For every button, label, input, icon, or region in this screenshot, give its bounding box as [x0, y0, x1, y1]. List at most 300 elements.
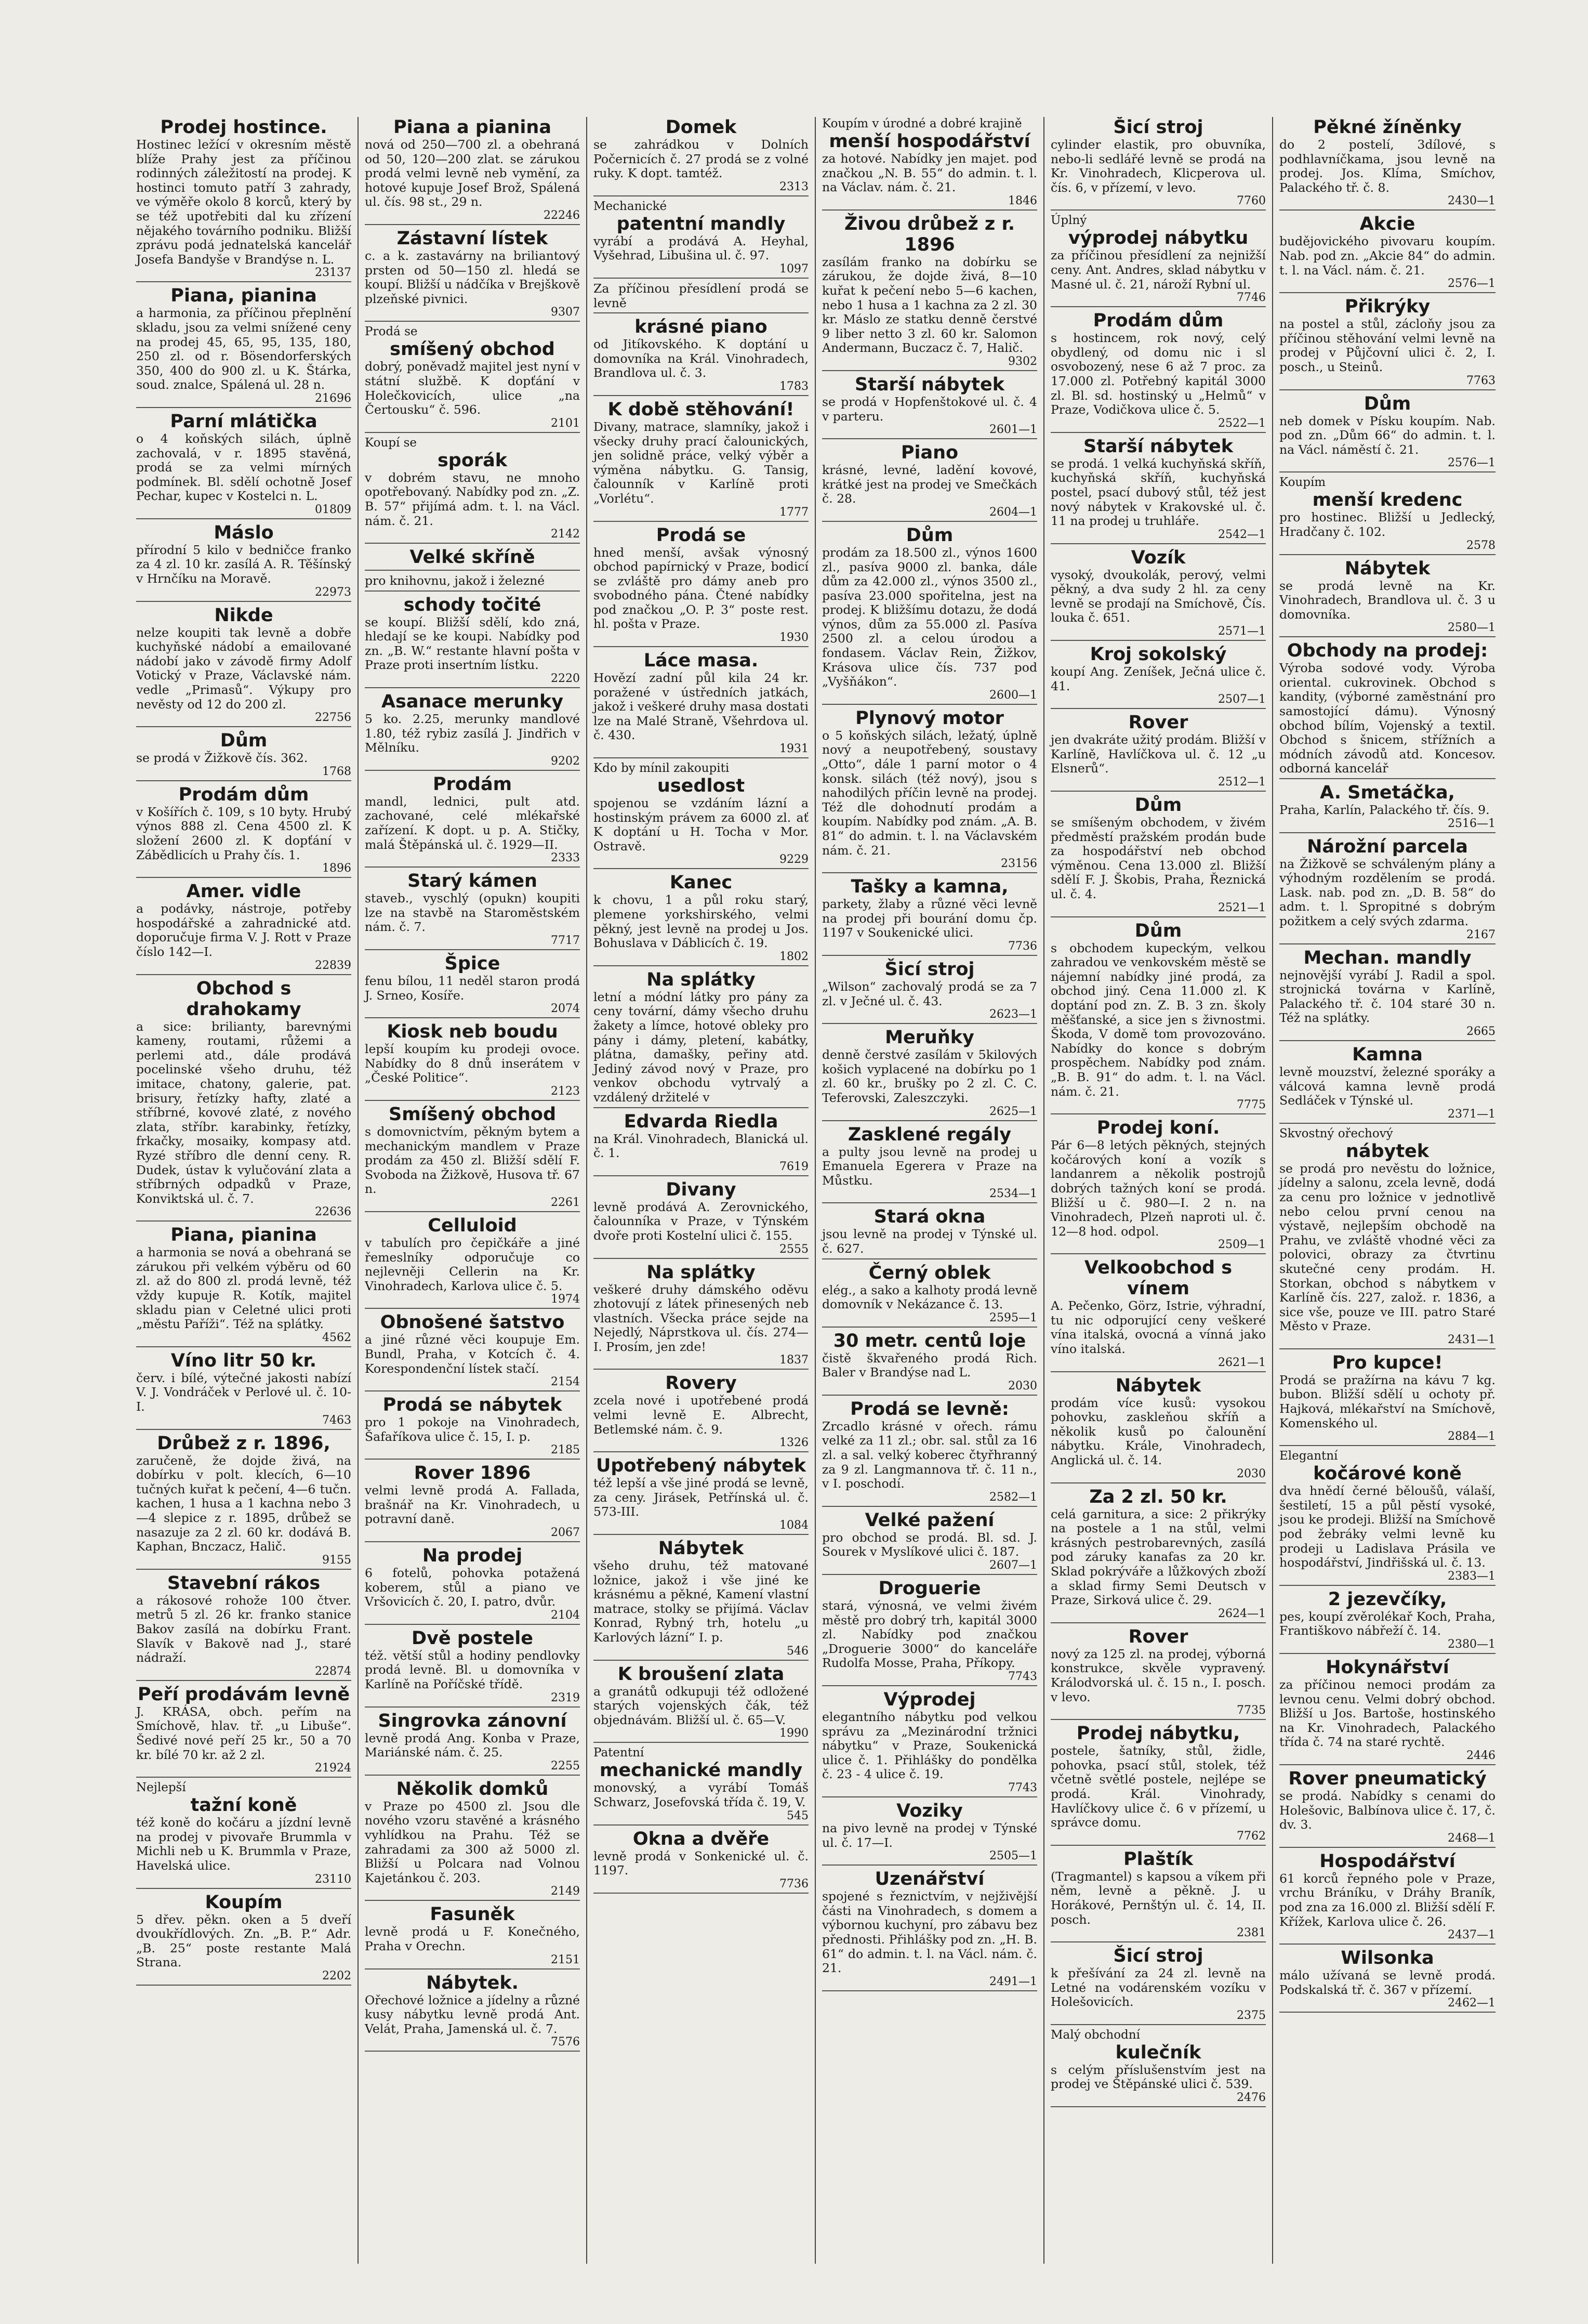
- ad-reference-number: 1326: [779, 1436, 809, 1450]
- ad-headline: Pěkné žíněnky: [1313, 117, 1462, 138]
- ad-reference-number: 2601—1: [989, 423, 1037, 437]
- ad-reference-number: 2437—1: [1448, 1928, 1496, 1942]
- ad-headline: Vozík: [1131, 547, 1186, 568]
- ad-reference-number: 2512—1: [1218, 776, 1266, 789]
- ad-body: v Košířích č. 109, s 10 byty. Hrubý výnos 888 zl. Cena 4500 zl. K složení 2600 zl. K dopťání v Zábědlicích u Prahy čís. 1.: [136, 804, 351, 862]
- ad-prefix: Elegantní: [1279, 1449, 1338, 1463]
- ad-reference-number: 2576—1: [1448, 456, 1496, 470]
- ad-body: 61 korců řepného pole v Praze, vrchu Bráníku, v Dráhy Braník, pod zna za 16.000 zl. Bližší sdělí F. Křížek, Karlova ulice č. 26.: [1279, 1871, 1496, 1929]
- ad-body: Zrcadlo krásné v ořech. rámu velké za 11 zl.; obr. sal. stůl za 16 zl. a sal. velký koberec čtyřhranný za 9 zl. Langmannova tř. č. 11 n., v I. poschodí.: [822, 1419, 1037, 1491]
- ad-reference-number: 2067: [551, 1526, 580, 1540]
- ad-headline: usedlost: [657, 776, 745, 797]
- ad-body: jsou levně na prodej v Týnské ul. č. 627.: [822, 1227, 1037, 1256]
- ad-body: pro 1 pokoje na Vinohradech, Šafaříkova ulice č. 15, I. p.: [365, 1415, 580, 1444]
- ad-headline: Rover pneumatický: [1288, 1768, 1487, 1789]
- ad-headline: Nábytek: [1344, 558, 1431, 579]
- ad-headline: Piana, pianina: [170, 285, 317, 307]
- ad-headline: patentní mandly: [616, 213, 786, 234]
- ad-body: hned menší, avšak výnosný obchod papírnický v Praze, bodicí se zvláště pro dámy aneb pro svobodného pána. Čtené nabídky pod značkou „O. P. 3“ poste rest. hl. pošta v Praze.: [593, 545, 809, 632]
- ad-headline: Za 2 zl. 50 kr.: [1089, 1486, 1227, 1507]
- classified-ad: [1051, 117, 1266, 211]
- ad-body: se smíšeným obchodem, v živém předměstí pražském prodán bude za hospodářství neb obchod výměnou. Cena 13.000 zl. Bližší sdělí F. J. Škobis, Praha, Řeznická ul. č. 4.: [1051, 815, 1266, 901]
- ad-reference-number: 1846: [1008, 194, 1037, 207]
- ad-reference-number: 2491—1: [989, 1975, 1037, 1988]
- ad-headline: Dům: [1134, 920, 1182, 941]
- ad-body: staveb., vyschlý (opukn) koupiti lze na stavbě na Staroměstském nám. č. 7.: [365, 891, 580, 935]
- ad-headline: Amer. vidle: [186, 881, 301, 902]
- ad-reference-number: 9307: [551, 306, 580, 319]
- ad-headline: Voziky: [896, 1800, 963, 1821]
- ad-reference-number: 2333: [551, 851, 580, 865]
- ad-body: v tabulích pro čepičkáře a jiné řemeslníky odporučuje co nejlevněji Cellerin na Kr. Vinohradech, Karlova ulice č. 5.: [365, 1235, 580, 1293]
- classified-ad: [365, 547, 580, 571]
- ad-body: velmi levně prodá A. Fallada, brašnář na Kr. Vinohradech, u potravní daně.: [365, 1483, 580, 1527]
- ad-body: od Jitíkovského. K doptání u domovníka na Král. Vinohradech, Brandlova ul. č. 3.: [593, 337, 809, 380]
- ad-body: parkety, žlaby a různé věci levně na prodej při bourání domu čp. 1197 v Soukenické ulici.: [822, 897, 1037, 940]
- ad-reference-number: 22874: [315, 1664, 351, 1678]
- ad-body: červ. i bílé, výtečné jakosti nabízí V. J. Vondráček v Perlové ul. č. 10-I.: [136, 1370, 351, 1414]
- ad-headline: Velké skříně: [409, 547, 535, 568]
- ad-body: se prodá pro nevěstu do ložnice, jídelny a salonu, zcela levně, dodá za cenu pro ložnice v jednotlivě nebo celou první cenou na výstavě, nejlepším obchodě na Prahu, ve zvláště vhodné věci za polovici, obrazy za čtvrtinu skutečné ceny prodám. H. Storkan, obchod s nábytkem v Karlíně čís. 227, založ. r. 1836, a sice vše, pouze ve III. patro Staré Město v Praze.: [1279, 1161, 1496, 1334]
- ad-reference-number: 2522—1: [1218, 416, 1266, 430]
- ad-reference-number: 2446: [1466, 1749, 1496, 1762]
- ad-body: (Tragmantel) s kapsou a víkem při něm, levně a pěkně. J. u Horákové, Pernštýn ul. č. 14, II. posch.: [1051, 1869, 1266, 1927]
- ad-body: o 5 koňských silách, ležatý, úplně nový a neupotřebený, soustavy „Otto“, dále 1 parní motor o 4 konsk. silách (též nový), jsou s nahodilých příčin levně na prodej. Též dle dohodnutí prodám a koupím. Nabídky pod znám. „A. B. 81“ do admin. t. l. na Václavském nám. č. 21.: [822, 728, 1037, 858]
- classified-ad: [136, 522, 351, 602]
- classified-ad: [822, 1689, 1037, 1797]
- classified-ad: [365, 1463, 580, 1542]
- ad-reference-number: 9302: [1008, 354, 1037, 368]
- ad-reference-number: 2167: [1466, 928, 1496, 941]
- ad-body: s celým příslušenstvím jest na prodej ve Štěpánské ulici č. 539.: [1051, 2062, 1266, 2092]
- ad-body: o 4 koňských silách, úplně zachovalá, v r. 1895 stavěná, prodá se za velmi mírných podmínek. Bl. sdělí ochotně Josef Pechar, kupec v Kostelci n. L.: [136, 431, 351, 504]
- ad-headline: Kamna: [1352, 1044, 1423, 1065]
- classified-ad: [1279, 836, 1496, 944]
- ad-reference-number: 7736: [1008, 939, 1037, 953]
- classified-ad: [365, 1711, 580, 1776]
- ad-reference-number: 1896: [322, 862, 351, 875]
- ad-column: [359, 117, 587, 2264]
- ad-reference-number: 2104: [551, 1608, 580, 1622]
- classified-ad: [822, 1801, 1037, 1866]
- classified-ad: [593, 650, 809, 758]
- ad-reference-number: 23110: [315, 1872, 351, 1886]
- ad-reference-number: 2624—1: [1218, 1607, 1266, 1620]
- ad-body: se prodá levně na Kr. Vinohradech, Brandlova ul. č. 3 u domovníka.: [1279, 578, 1496, 622]
- classified-ad: [136, 285, 351, 408]
- ad-headline: Rovery: [665, 1373, 737, 1394]
- ad-body: koupí Ang. Zeníšek, Ječná ulice č. 41.: [1051, 664, 1266, 693]
- ad-body: a harmonia, za příčinou přeplnění skladu, jsou za velmi snížené ceny na prodej 45, 65, 95, 135, 180, 250 zl. od r. Bösendorferských 350, 400 do 900 zl. u K. Štárka, soud. znalce, Spálená ul. 28 n.: [136, 306, 351, 392]
- classified-ad: [822, 117, 1037, 211]
- ad-body: Divany, matrace, slamníky, jakož i všecky druhy prací čalounických, jen solidně práce, velký výběr a výměna nábytku. G. Tansig, čalounník v Karlíně proti „Vorlétu“.: [593, 419, 809, 506]
- classified-ad: [365, 774, 580, 868]
- ad-reference-number: 2383—1: [1448, 1569, 1496, 1583]
- ad-headline: Několik domků: [396, 1778, 549, 1800]
- ad-headline: nábytek: [1345, 1140, 1430, 1162]
- ad-reference-number: 2185: [551, 1443, 580, 1457]
- ad-headline: Přikrýky: [1344, 296, 1431, 318]
- ad-headline: Na prodej: [422, 1545, 523, 1567]
- classified-ad: [1279, 1353, 1496, 1446]
- ad-headline: Velké pažení: [865, 1509, 995, 1531]
- classified-ad: [1051, 712, 1266, 792]
- classified-ad: [593, 872, 809, 966]
- classified-ad: [822, 1027, 1037, 1121]
- ad-reference-number: 23156: [1001, 857, 1037, 871]
- classified-ad: [1051, 436, 1266, 544]
- ad-reference-number: 2074: [551, 1002, 580, 1016]
- ad-headline: Šicí stroj: [1113, 117, 1203, 138]
- ad-headline: Kroj sokolský: [1090, 644, 1227, 665]
- ad-prefix: Prodá se: [365, 325, 418, 339]
- classified-ad: [1279, 296, 1496, 390]
- classified-ad: [1279, 1851, 1496, 1945]
- ad-reference-number: 21924: [315, 1762, 351, 1775]
- ad-reference-number: 7736: [779, 1877, 809, 1890]
- classified-ad: [593, 399, 809, 522]
- ad-body: 5 dřev. pěkn. oken a 5 dveří dvoukřídlových. Zn. „B. P.“ Adr. „B. 25“ poste restante Malá Strana.: [136, 1912, 351, 1970]
- ad-column: [816, 117, 1044, 2264]
- ad-body: postele, šatníky, stůl, židle, pohovka, psací stůl, stolek, též včetně světlé postele, nejlépe se prodá. Král. Vinohrady, Havlíčkovy ulice č. 6 v přízemí, u správce domu.: [1051, 1743, 1266, 1830]
- ad-body: J. KRÁSA, obch. peřím na Smíchově, hlav. tř. „u Libuše“. Šedivé nové peří 25 kr., 50 a 70 kr. bílé 70 kr. až 2 zl.: [136, 1704, 351, 1762]
- ad-reference-number: 2507—1: [1218, 693, 1266, 706]
- classified-ad: [1279, 393, 1496, 473]
- ad-reference-number: 2623—1: [989, 1008, 1037, 1021]
- ad-column: [587, 117, 816, 2264]
- ad-body: krásné, levné, ladění kovové, krátké jest na prodej ve Smečkách č. 28.: [822, 463, 1037, 506]
- ad-headline: Špice: [444, 953, 500, 974]
- ad-headline: kočárové koně: [1313, 1463, 1462, 1485]
- classified-ad: [822, 1206, 1037, 1259]
- classified-ad: [1279, 1768, 1496, 1848]
- classified-ad: [1279, 558, 1496, 638]
- ad-headline: Kanec: [669, 872, 733, 894]
- classified-ad: [822, 374, 1037, 439]
- classified-ad: [822, 1263, 1037, 1328]
- ad-headline: Dvě postele: [412, 1627, 533, 1649]
- ad-body: pes, koupí zvěrolékař Koch, Praha, Františkovo nábřeží č. 14.: [1279, 1609, 1496, 1638]
- classified-ad: [365, 1021, 580, 1101]
- ad-headline: Prodám dům: [178, 784, 309, 805]
- ad-body: Výroba sodové vody. Výroba oriental. cukrovinek. Obchod s kandity, (výborné zaměstnání pro samostojící dámu). Výnosný obchod bílím, Vojenský a textil. Obchod s šnicem, střížních a módních závodů atd. Koncesov. odborná kancelář: [1279, 661, 1496, 776]
- ad-headline: Šicí stroj: [884, 959, 975, 980]
- ad-body: levně mouzství, železné sporáky a válcová kamna levně prodá Sedláček v Týnské ul.: [1279, 1064, 1496, 1108]
- classified-ad: [593, 1262, 809, 1370]
- ad-reference-number: 2542—1: [1218, 528, 1266, 541]
- classified-ad: [822, 708, 1037, 873]
- ad-reference-number: 1097: [779, 262, 809, 275]
- ad-body: a rákosové rohože 100 čtver. metrů 5 zl. 26 kr. franko stanice Bakov zasílá na dobírku Frant. Slavík v Bakově nad J., staré nádraží.: [136, 1593, 351, 1665]
- classified-ad: [1051, 2028, 1266, 2107]
- classified-ad: [822, 525, 1037, 705]
- ad-body: pro obchod se prodá. Bl. sd. J. Sourek v Myslíkové ulici č. 187.: [822, 1530, 1037, 1559]
- classified-ad: [593, 1111, 809, 1176]
- ad-body: k chovu, 1 a půl roku starý, plemene yorkshirského, velmi pěkný, jest levně na prodej u Jos. Bohuslava v Dáblicích č. 19.: [593, 892, 809, 951]
- classified-ad: [136, 411, 351, 519]
- ad-reference-number: 22973: [315, 585, 351, 599]
- ad-headline: Láce masa.: [643, 650, 759, 672]
- ad-headline: Prodá se nábytek: [382, 1395, 562, 1416]
- classified-ad: [822, 876, 1037, 956]
- ad-body: a sice: brilianty, barevnými kameny, routami, růžemi a perlemi atd., dále prodává pocelinské všeho druhu, též imitace, chatony, galerie, pat. brisury, řetízky hafty, zlaté a stříbrné, kovové zlaté, z nového zlata, stříbr. karabinky, řetízky, frkačky, mosaiky, kompasy atd. Ryzé stříbro dle denní ceny. R. Dudek, ústav k vylučování zlata a stříbrných odpadků v Praze, Konviktská ul. č. 7.: [136, 1019, 351, 1206]
- ad-body: též koně do kočáru a jízdní levně na prodej v pivovaře Brummla v Michli neb u K. Brummla v Praze, Havelská ulice.: [136, 1815, 351, 1873]
- classified-ad: [1051, 310, 1266, 433]
- ad-body: a podávky, nástroje, potřeby hospodářské a zahradnické atd. doporučuje firma V. J. Rott v Praze číslo 142—I.: [136, 901, 351, 959]
- ad-body: denně čerstvé zasílám v 5kilových košich vyplacené na dobírku po 1 zl. 60 kr., brušky po 2 zl. C. C. Teferovski, Zaleszczyki.: [822, 1047, 1037, 1105]
- ad-body: a jiné různé věci koupuje Em. Bundl, Praha, v Kotcích č. 4. Korespondenční lístek stačí.: [365, 1332, 580, 1376]
- classified-ad: [365, 1779, 580, 1901]
- classified-ad: [593, 200, 809, 279]
- ad-body: monovský, a vyrábí Tomáš Schwarz, Josefovská třída č. 19, V.: [593, 1780, 809, 1809]
- ad-prefix: Nejlepší: [136, 1781, 186, 1795]
- ad-body: k přešívání za 24 zl. levně na Letné na vodárenském vozíku v Holešovicích.: [1051, 1966, 1266, 2010]
- ad-headline: 2 jezevčíky,: [1328, 1588, 1447, 1610]
- ad-headline: Plaštík: [1123, 1848, 1194, 1870]
- ad-body: se koupí. Bližší sdělí, kdo zná, hledají se ke koupi. Nabídky pod zn. „B. W.“ restante hlavní pošta v Praze proti insertním lístku.: [365, 614, 580, 673]
- ad-headline: Domek: [665, 117, 737, 138]
- ad-headline: Prodám: [432, 773, 512, 795]
- classified-ad: [1051, 921, 1266, 1115]
- ad-headline: Živou drůbež z r. 1896: [844, 213, 1015, 255]
- ad-headline: Zasklené regály: [848, 1124, 1012, 1145]
- ad-reference-number: 1931: [779, 742, 809, 756]
- ad-body: přírodní 5 kilo v bedničce franko za 4 zl. 10 kr. zasílá A. R. Těšínský v Hrnčíku na Moravě.: [136, 542, 351, 586]
- classified-ad: [1279, 1044, 1496, 1124]
- ad-body: se prodá. Nabídky s cenami do Holešovic, Balbínova ulice č. 17, č. dv. 3.: [1279, 1788, 1496, 1832]
- ad-reference-number: 1783: [779, 379, 809, 393]
- classified-ad: [1051, 1118, 1266, 1254]
- ad-headline: sporák: [437, 450, 508, 471]
- ad-body: Pár 6—8 letých pěkných, stejných kočárových koní a vozík s landanrem a několik postrojů dobrých tažných koní se prodá. Bližší u č. 980—I. 2 n. na Vinohradech, Plzeň naproti ul. č. 12—8 hod. odpol.: [1051, 1138, 1266, 1239]
- ad-body: za příčinou přesídlení za nejnižší ceny. Ant. Andres, sklad nábytku v Masné ul. č. 21, nároží Rybní ul.: [1051, 248, 1266, 292]
- ad-body: Za příčinou přesídlení prodá se levně: [593, 281, 809, 310]
- ad-headline: 30 metr. centů loje: [833, 1330, 1026, 1351]
- ad-headline: kulečník: [1115, 2042, 1201, 2063]
- ad-reference-number: 545: [787, 1809, 809, 1822]
- classified-ad: [365, 1312, 580, 1391]
- newspaper-page: [130, 117, 1502, 2264]
- classified-ad: [1051, 1487, 1266, 1623]
- ad-headline: krásné piano: [634, 317, 767, 338]
- classified-ad: [1279, 640, 1496, 779]
- ad-headline: Starší nábytek: [1083, 436, 1233, 457]
- ad-reference-number: 2521—1: [1218, 901, 1266, 914]
- classified-ad: [136, 1781, 351, 1888]
- ad-body: prodám za 18.500 zl., výnos 1600 zl., pasíva 9000 zl. banka, dále dům za 42.000 zl., výnos 3500 zl., pasíva 23.000 spořitelna, jest na prodej. K bližšímu dotazu, že dodá výnos, dům za 55.000 zl. Pasíva 2500 zl. a celou úrodou a fondasem. Václav Rein, Žižkov, Krásova ulice čís. 737 pod „Vyšňákon“.: [822, 545, 1037, 689]
- ad-prefix: Koupí se: [365, 436, 417, 450]
- ad-reference-number: 2582—1: [989, 1490, 1037, 1504]
- ad-headline: Rover 1896: [414, 1463, 531, 1484]
- ad-prefix: Kdo by mínil zakoupiti: [593, 761, 730, 776]
- classified-ad: [593, 1664, 809, 1743]
- ad-reference-number: 7735: [1237, 1704, 1266, 1717]
- ad-headline: Wilsonka: [1341, 1948, 1434, 1969]
- classified-ad: [365, 228, 580, 322]
- ad-body: A. Pečenko, Görz, Istrie, výhradní, tu nic odporující ceny veškeré vína italská, ovocná a vínná jako víno italská.: [1051, 1298, 1266, 1357]
- ad-body: Hostinec ležící v okresním městě blíže Prahy jest za příčinou rodinných záležitostí na prodej. K hostinci tomuto patří 3 zahrady, ve výměře okolo 8 korců, který by se též upotřebiti dal ku zřízení nějakého továrního podniku. Bližší zprávu podá jednatelská kancelář Josefa Bandyše v Brandýse n. L.: [136, 137, 351, 267]
- ad-body: za příčinou nemoci prodám za levnou cenu. Velmi dobrý obchod. Bližší u Jos. Bartoše, hostinského na Kr. Vinohradech, Palackého třída č. 74 na staré rychtě.: [1279, 1677, 1496, 1750]
- ad-body: levně prodá Ang. Konba v Praze, Mariánské nám. č. 25.: [365, 1730, 580, 1760]
- ad-body: dobrý, poněvadž majitel jest nyní v státní službě. K dopťání v Holečkovicích, ulice „na Čertousku“ č. 596.: [365, 359, 580, 417]
- ad-headline: Zástavní lístek: [396, 228, 548, 249]
- classified-ad: [1279, 1589, 1496, 1654]
- ad-headline: menší kredenc: [1312, 490, 1463, 511]
- classified-ad: [1051, 795, 1266, 917]
- classified-ad: [593, 282, 809, 313]
- ad-body: fenu bílou, 11 neděl staron prodá J. Srneo, Kosíře.: [365, 974, 580, 1003]
- ad-headline: Nábytek: [658, 1538, 744, 1559]
- classified-ad: [136, 881, 351, 975]
- classified-ad: [136, 117, 351, 282]
- classified-ad: [593, 317, 809, 396]
- ad-body: všeho druhu, též matované ložnice, jakož i vše jiné ke krásnému a pěkné, Kamení vlastní matrace, stolky se přijímá. Václav Konrad, Rybný trh, hotelu „u Karlových lázní“ I. p.: [593, 1558, 809, 1645]
- ad-headline: Parní mlátička: [170, 411, 317, 432]
- ad-body: „Wilson“ zachovalý prodá se za 7 zl. v Ječné ul. č. 43.: [822, 979, 1037, 1008]
- ad-reference-number: 2381: [1237, 1926, 1266, 1940]
- ad-reference-number: 1084: [779, 1519, 809, 1532]
- ad-body: elég., a sako a kalhoty prodá levně domovník v Nekázance č. 13.: [822, 1282, 1037, 1312]
- ad-reference-number: 2509—1: [1218, 1238, 1266, 1252]
- ad-reference-number: 2534—1: [989, 1187, 1037, 1201]
- ad-reference-number: 2468—1: [1448, 1831, 1496, 1845]
- ad-headline: Šicí stroj: [1113, 1946, 1203, 1967]
- ad-body: na postel a stůl, zácloňy jsou za příčinou stěhování velmi levně na prodej v Půjčovní ulici č. 2, I. posch., u Steinů.: [1279, 317, 1496, 374]
- ad-body: zaručeně, že dojde živá, na dobírku v polt. klecích, 6—10 tučných kuřat k pečení, 4—6 tučn. kachen, 1 husa a 1 kachna nebo 3—4 slepice z r. 1895, drůbež se nasazuje za 2 zl. 60 kr. dodává B. Kaphan, Bnczacz, Halič.: [136, 1453, 351, 1554]
- ad-body: též. větší stůl a hodiny pendlovky prodá levně. Bl. u domovníka v Karlíně na Poříčské třídě.: [365, 1648, 580, 1692]
- ad-body: prodám více kusů: vysokou pohovku, zaskleňou skříň a několik kusů po čalounění nábytku. Krále, Vinohradech, Anglická ul. č. 14.: [1051, 1395, 1266, 1468]
- ad-reference-number: 2595—1: [989, 1311, 1037, 1324]
- ad-reference-number: 2154: [551, 1375, 580, 1389]
- ad-reference-number: 2151: [551, 1953, 580, 1966]
- ad-headline: Peří prodávám levně: [137, 1684, 350, 1705]
- ad-prefix: Koupím v úrodné a dobré krajině: [822, 117, 1022, 130]
- ad-body: Prodá se pražírna na kávu 7 kg. bubon. Bližší sdělí u ochoty př. Hajková, mlékařství na Smíchově, Komenského ul.: [1279, 1372, 1496, 1430]
- ad-body: s domovnictvím, pěkným bytem a mechanickým mandlem v Praze prodám za 450 zl. Bližší sdělí F. Svoboda na Žižkově, Husova tř. 67 n.: [365, 1124, 580, 1197]
- ad-reference-number: 2607—1: [989, 1559, 1037, 1572]
- classified-ad: [136, 784, 351, 878]
- ad-reference-number: 7762: [1237, 1829, 1266, 1843]
- ad-body: s obchodem kupeckým, velkou zahradou ve venkovském městě se nájemní nabídky jiné prodá, za obchod jiný. Cena 11.000 zl. K doptání pod zn. Z. B. 3 zn. školy měšťanské, a sice jen s živnostmi. Škoda, V domě tom provozováno. Nabídky do konce s dobrým prospěchem. Nabídky pod znám. „B. B. 91“ do adm. t. l. na Václ. nám. č. 21.: [1051, 940, 1266, 1099]
- ad-headline: Plynový motor: [855, 707, 1004, 729]
- classified-ad: [365, 953, 580, 1018]
- ad-body: budějovického pivovaru koupím. Nab. pod zn. „Akcie 84“ do admin. t. l. na Václ. nám. č. 21.: [1279, 234, 1496, 278]
- ad-column: [1273, 117, 1502, 2264]
- ad-body: celá garnitura, a sice: 2 přikrýky na postele a 1 na stůl, velmi krásných pestrobarevných, zasílá pod záruky kanafas za 20 kr. Sklad pokrýváře a lůžkových zboží a sklad firmy Semi Deutsch v Praze, Sirková ulice č. 29.: [1051, 1506, 1266, 1608]
- ad-reference-number: 2462—1: [1448, 1997, 1496, 2010]
- ad-reference-number: 9202: [551, 754, 580, 768]
- ad-reference-number: 2431—1: [1448, 1333, 1496, 1346]
- ad-body: Hovězí zadní půl kila 24 kr. poražené v ústředních jatkách, jakož i veškeré druhy masa dostati lze na Malé Straně, Všehrdova ul. č. 430.: [593, 671, 809, 743]
- ad-body: elegantního nábytku pod velkou správu za „Mezinárodní tržnici nábytku“ v Praze, Soukenická ulice č. 1. Přihlášky do pondělka č. 23 - 4 ulice č. 19.: [822, 1710, 1037, 1782]
- ad-body: levně prodá v Sonkenické ul. č. 1197.: [593, 1848, 809, 1878]
- ad-headline: Obchody na prodej:: [1287, 640, 1488, 662]
- ad-reference-number: 7743: [1008, 1781, 1037, 1794]
- ad-reference-number: 7463: [322, 1413, 351, 1427]
- classified-ad: [1279, 1127, 1496, 1349]
- ad-body: nejnovější vyrábí J. Radil a spol. strojnická továrna v Karlíně, Palackého tř. č. 104 staré 30 n. Též na splátky.: [1279, 967, 1496, 1026]
- classified-ad: [1051, 1849, 1266, 1942]
- ad-headline: Droguerie: [878, 1578, 981, 1599]
- classified-ad: [365, 595, 580, 688]
- ad-reference-number: 2600—1: [989, 688, 1037, 702]
- ad-headline: Nárožní parcela: [1307, 836, 1468, 857]
- classified-ad: [136, 1573, 351, 1681]
- ad-reference-number: 9229: [779, 853, 809, 866]
- ad-reference-number: 22636: [315, 1205, 351, 1219]
- ad-headline: Piana a pianina: [393, 117, 551, 138]
- classified-ad: [1051, 644, 1266, 709]
- ad-reference-number: 21696: [315, 391, 351, 405]
- ad-headline: Prodej nábytku,: [1076, 1723, 1240, 1744]
- ad-body: 5 ko. 2.25, merunky mandlové 1.80, též rybiz zasílá J. Jindřich v Mělníku.: [365, 712, 580, 755]
- ad-headline: Velkoobchod s vínem: [1084, 1257, 1233, 1299]
- ad-body: a pulty jsou levně na prodej u Emanuela Egerera v Praze na Můstku.: [822, 1144, 1037, 1188]
- classified-ad: [1279, 117, 1496, 211]
- classified-ad: [593, 1179, 809, 1259]
- ad-headline: Mechan. mandly: [1303, 947, 1472, 968]
- ad-reference-number: 2476: [1237, 2091, 1266, 2105]
- ad-body: letní a módní látky pro pány za ceny tovární, dámy všecho druhu žakety a límce, hotové obleky pro pány i dámy, pletení, kabátky, plátna, damašky, peřiny atd. Jediný závod nový v Praze, pro venkov obchodu vytrvalý a vzdálený držitelé v: [593, 989, 809, 1105]
- ad-reference-number: 2202: [322, 1969, 351, 1982]
- ad-reference-number: 2371—1: [1448, 1107, 1496, 1121]
- ad-reference-number: 2375: [1237, 2008, 1266, 2022]
- ad-headline: A. Smetáčka,: [1320, 782, 1455, 804]
- ad-reference-number: 2123: [551, 1084, 580, 1098]
- classified-ad: [822, 1869, 1037, 1991]
- ad-headline: Prodá se: [656, 524, 746, 546]
- ad-reference-number: 7576: [551, 2036, 580, 2049]
- classified-ad: [1279, 1657, 1496, 1765]
- ad-body: vyrábí a prodává A. Heyhal, Vyšehrad, Libušina ul. č. 97.: [593, 233, 809, 263]
- ad-body: pro hostinec. Bližší u Jedlecký, Hradčany č. 102.: [1279, 510, 1496, 539]
- classified-ad: [822, 1331, 1037, 1396]
- ad-reference-number: 1768: [322, 765, 351, 778]
- ad-reference-number: 23137: [315, 266, 351, 280]
- ad-body: levně prodá u F. Konečného, Praha v Orechn.: [365, 1924, 580, 1953]
- ad-reference-number: 22246: [544, 208, 580, 222]
- classified-ad: [593, 969, 809, 1108]
- ad-headline: Piana, pianina: [170, 1225, 317, 1246]
- ad-headline: Máslo: [214, 522, 274, 543]
- ad-reference-number: 2505—1: [989, 1849, 1037, 1863]
- ad-body: zasílám franko na dobírku se zárukou, že dojde živá, 8—10 kuřat k pečení nebo 5—6 kachen, nebo 1 husa a 1 kachna za 2 zl. 30 kr. Máslo ze statku denně čerstvé 9 liber netto 3 zl. 60 kr. Salomon Andermann, Buczacz č. 7, Halič.: [822, 254, 1037, 356]
- ad-headline: tažní koně: [190, 1795, 297, 1816]
- classified-ad: [1051, 1723, 1266, 1846]
- ad-body: a granátů odkupuji též odložené starých vojenských čák, též objednávám. Bližší ul. č. 65—V.: [593, 1684, 809, 1727]
- ad-body: se prodá v Hopfenštokové ul. č. 4 v parteru.: [822, 394, 1037, 424]
- classified-ad: [1279, 214, 1496, 293]
- ad-reference-number: 1777: [779, 505, 809, 519]
- classified-ad: [365, 1628, 580, 1708]
- ad-body: v dobrém stavu, ne mnoho opotřebovaný. Nabídky pod zn. „Z. B. 57“ přijímá adm. t. l. na Václ. nám. č. 21.: [365, 470, 580, 528]
- ad-headline: Smíšený obchod: [388, 1104, 557, 1125]
- classified-ad: [593, 1455, 809, 1535]
- classified-ad: [822, 959, 1037, 1024]
- ad-body: za hotové. Nabídky jen majet. pod značkou „N. B. 55“ do admin. t. l. na Václav. nám. č. 21.: [822, 151, 1037, 195]
- ad-reference-number: 2030: [1237, 1467, 1266, 1480]
- ad-reference-number: 1974: [551, 1293, 580, 1306]
- ad-reference-number: 2030: [1008, 1379, 1037, 1393]
- ad-headline: Rover: [1128, 1626, 1188, 1647]
- ad-headline: Upotřebený nábytek: [596, 1455, 806, 1477]
- ad-reference-number: 22756: [315, 711, 351, 725]
- ad-reference-number: 7760: [1237, 194, 1266, 208]
- ad-headline: Na splátky: [646, 969, 756, 990]
- ad-headline: Na splátky: [646, 1262, 756, 1283]
- classified-ad: [822, 1124, 1037, 1204]
- ad-headline: Asanace merunky: [381, 691, 564, 713]
